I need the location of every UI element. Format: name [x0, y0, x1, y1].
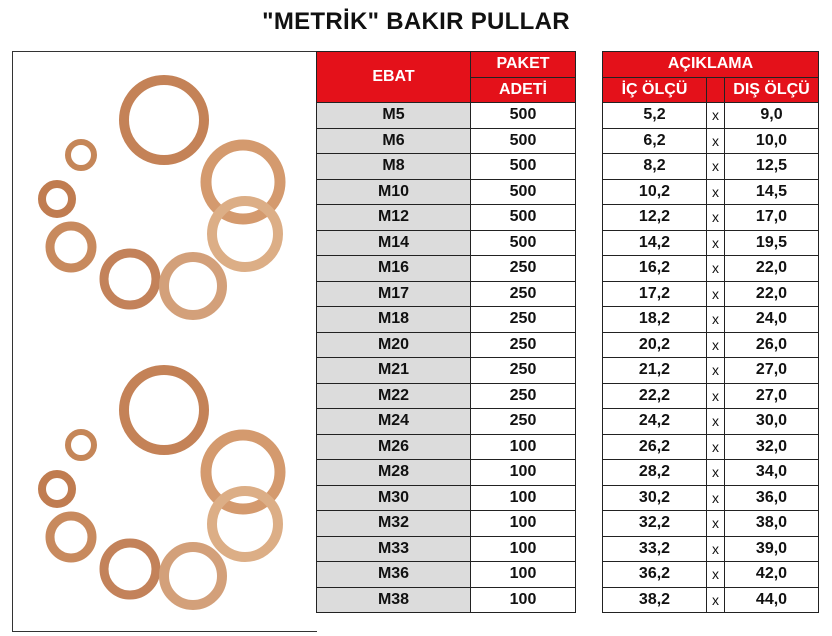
inner-size-cell: 20,2 — [603, 332, 707, 358]
table-row — [603, 587, 819, 613]
outer-size-cell: 36,0 — [725, 485, 819, 511]
size-cell: M17 — [317, 281, 471, 307]
size-cell: M6 — [317, 128, 471, 154]
separator-cell: x — [707, 358, 725, 384]
inner-size-cell: 26,2 — [603, 434, 707, 460]
size-cell: M5 — [317, 103, 471, 129]
table-row — [603, 230, 819, 256]
pack-count-cell: 500 — [471, 179, 576, 205]
table-row — [317, 587, 576, 613]
separator-cell: x — [707, 103, 725, 129]
separator-cell: x — [707, 205, 725, 231]
outer-size-cell: 30,0 — [725, 409, 819, 435]
outer-size-cell: 27,0 — [725, 358, 819, 384]
inner-size-cell: 36,2 — [603, 562, 707, 588]
inner-size-cell: 12,2 — [603, 205, 707, 231]
separator-cell: x — [707, 409, 725, 435]
separator-cell: x — [707, 128, 725, 154]
pack-count-cell: 100 — [471, 460, 576, 486]
table-row — [603, 332, 819, 358]
pack-count-cell: 250 — [471, 409, 576, 435]
separator-cell: x — [707, 307, 725, 333]
table-row — [317, 307, 576, 333]
separator-cell: x — [707, 281, 725, 307]
separator-cell: x — [707, 511, 725, 537]
table-row — [603, 562, 819, 588]
pack-count-cell: 100 — [471, 562, 576, 588]
outer-size-cell: 19,5 — [725, 230, 819, 256]
table-row — [317, 154, 576, 180]
size-cell: M20 — [317, 332, 471, 358]
table-row — [317, 179, 576, 205]
table-row — [603, 409, 819, 435]
pack-count-cell: 100 — [471, 511, 576, 537]
inner-size-cell: 28,2 — [603, 460, 707, 486]
table-row — [317, 332, 576, 358]
inner-size-cell: 38,2 — [603, 587, 707, 613]
size-cell: M28 — [317, 460, 471, 486]
size-cell: M32 — [317, 511, 471, 537]
table-row — [603, 485, 819, 511]
size-cell: M24 — [317, 409, 471, 435]
outer-size-cell: 38,0 — [725, 511, 819, 537]
pack-count-cell: 100 — [471, 587, 576, 613]
inner-size-header: İÇ ÖLÇÜ — [603, 77, 707, 103]
pack-count-cell: 500 — [471, 205, 576, 231]
inner-size-cell: 32,2 — [603, 511, 707, 537]
size-cell: M12 — [317, 205, 471, 231]
pack-count-cell: 250 — [471, 256, 576, 282]
copper-washers-icon — [13, 52, 317, 631]
pack-count-cell: 250 — [471, 383, 576, 409]
outer-size-cell: 42,0 — [725, 562, 819, 588]
table-row — [317, 460, 576, 486]
separator-cell: x — [707, 179, 725, 205]
pack-count-cell: 500 — [471, 128, 576, 154]
pack-count-cell: 250 — [471, 358, 576, 384]
size-cell: M38 — [317, 587, 471, 613]
table-row — [603, 128, 819, 154]
separator-cell: x — [707, 587, 725, 613]
pack-header-line2: ADETİ — [471, 77, 576, 103]
size-cell: M8 — [317, 154, 471, 180]
pack-count-cell: 500 — [471, 103, 576, 129]
outer-size-cell: 22,0 — [725, 281, 819, 307]
outer-size-cell: 14,5 — [725, 179, 819, 205]
size-cell: M30 — [317, 485, 471, 511]
outer-size-cell: 27,0 — [725, 383, 819, 409]
dimension-table — [602, 51, 819, 613]
table-row — [603, 307, 819, 333]
pack-count-cell: 100 — [471, 485, 576, 511]
table-row — [603, 383, 819, 409]
size-header: EBAT — [317, 52, 471, 103]
separator-cell: x — [707, 485, 725, 511]
table-row — [317, 128, 576, 154]
table-row — [603, 281, 819, 307]
table-row — [603, 536, 819, 562]
inner-size-cell: 21,2 — [603, 358, 707, 384]
size-cell: M14 — [317, 230, 471, 256]
size-cell: M26 — [317, 434, 471, 460]
inner-size-cell: 14,2 — [603, 230, 707, 256]
table-row — [603, 460, 819, 486]
pack-count-cell: 100 — [471, 434, 576, 460]
inner-size-cell: 30,2 — [603, 485, 707, 511]
outer-size-cell: 32,0 — [725, 434, 819, 460]
inner-size-cell: 22,2 — [603, 383, 707, 409]
size-cell: M16 — [317, 256, 471, 282]
outer-size-cell: 10,0 — [725, 128, 819, 154]
outer-size-cell: 17,0 — [725, 205, 819, 231]
inner-size-cell: 10,2 — [603, 179, 707, 205]
separator-cell: x — [707, 460, 725, 486]
outer-size-cell: 12,5 — [725, 154, 819, 180]
table-row — [603, 434, 819, 460]
pack-count-cell: 250 — [471, 307, 576, 333]
table-row — [317, 562, 576, 588]
separator-header — [707, 77, 725, 103]
table-row — [317, 281, 576, 307]
description-header: AÇIKLAMA — [603, 52, 819, 78]
pack-header-line1: PAKET — [471, 52, 576, 78]
size-pack-table — [316, 51, 576, 613]
separator-cell: x — [707, 434, 725, 460]
separator-cell: x — [707, 383, 725, 409]
size-cell: M21 — [317, 358, 471, 384]
table-row — [317, 205, 576, 231]
separator-cell: x — [707, 562, 725, 588]
size-cell: M10 — [317, 179, 471, 205]
inner-size-cell: 24,2 — [603, 409, 707, 435]
size-cell: M36 — [317, 562, 471, 588]
outer-size-cell: 34,0 — [725, 460, 819, 486]
separator-cell: x — [707, 256, 725, 282]
inner-size-cell: 33,2 — [603, 536, 707, 562]
table-row — [317, 511, 576, 537]
separator-cell: x — [707, 230, 725, 256]
outer-size-cell: 39,0 — [725, 536, 819, 562]
table-row — [603, 179, 819, 205]
separator-cell: x — [707, 536, 725, 562]
table-row — [317, 230, 576, 256]
pack-count-cell: 500 — [471, 230, 576, 256]
table-row — [317, 485, 576, 511]
table-row — [603, 103, 819, 129]
table-row — [603, 256, 819, 282]
outer-size-cell: 24,0 — [725, 307, 819, 333]
outer-size-cell: 9,0 — [725, 103, 819, 129]
outer-size-cell: 22,0 — [725, 256, 819, 282]
table-row — [317, 358, 576, 384]
pack-count-cell: 250 — [471, 332, 576, 358]
inner-size-cell: 17,2 — [603, 281, 707, 307]
inner-size-cell: 5,2 — [603, 103, 707, 129]
inner-size-cell: 8,2 — [603, 154, 707, 180]
pack-count-cell: 100 — [471, 536, 576, 562]
pack-count-cell: 500 — [471, 154, 576, 180]
table-row — [317, 536, 576, 562]
table-row — [317, 383, 576, 409]
size-cell: M33 — [317, 536, 471, 562]
inner-size-cell: 16,2 — [603, 256, 707, 282]
outer-size-cell: 44,0 — [725, 587, 819, 613]
page-title: "METRİK" BAKIR PULLAR — [262, 8, 570, 35]
table-row — [317, 409, 576, 435]
copper-washers-photo — [12, 51, 317, 632]
pack-count-cell: 250 — [471, 281, 576, 307]
table-row — [603, 511, 819, 537]
inner-size-cell: 18,2 — [603, 307, 707, 333]
size-cell: M18 — [317, 307, 471, 333]
table-row — [317, 434, 576, 460]
table-row — [603, 154, 819, 180]
table-row — [603, 205, 819, 231]
outer-size-cell: 26,0 — [725, 332, 819, 358]
separator-cell: x — [707, 332, 725, 358]
table-row — [317, 103, 576, 129]
separator-cell: x — [707, 154, 725, 180]
table-row — [317, 256, 576, 282]
table-row — [603, 358, 819, 384]
outer-size-header: DIŞ ÖLÇÜ — [725, 77, 819, 103]
inner-size-cell: 6,2 — [603, 128, 707, 154]
size-cell: M22 — [317, 383, 471, 409]
